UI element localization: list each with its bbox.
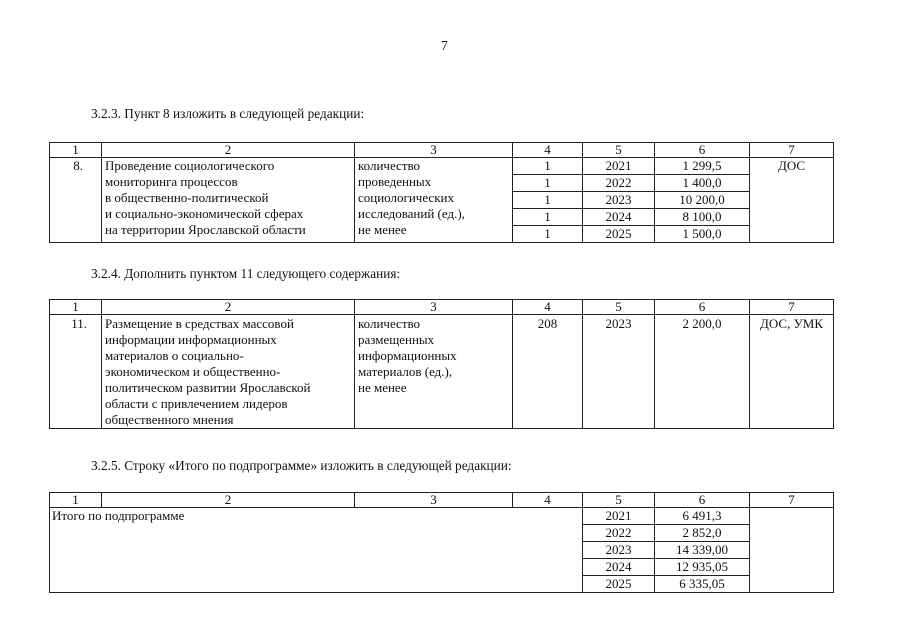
header-cell: 2: [102, 493, 355, 508]
indicator-line: количество: [358, 316, 421, 331]
header-cell: 1: [50, 300, 102, 315]
measure-name-line: на территории Ярославской области: [105, 222, 306, 237]
header-cell: 4: [513, 300, 583, 315]
amount-cell: 6 335,05: [655, 576, 750, 593]
indicator: [355, 158, 513, 243]
section-3-2-3-heading: 3.2.3. Пункт 8 изложить в следующей редакции:: [91, 106, 365, 121]
header-cell: 7: [750, 143, 834, 158]
measure-name-line: мониторинга процессов: [105, 174, 238, 189]
measure-name-line: в общественно-политической: [105, 190, 269, 205]
header-cell: 7: [750, 300, 834, 315]
year-cell: 2022: [583, 525, 655, 542]
amount-cell: 8 100,0: [655, 209, 750, 226]
executor: ДОС: [750, 158, 834, 243]
indicator-line: количество: [358, 158, 421, 173]
amount-cell: 6 491,3: [655, 508, 750, 525]
target-value: 1: [513, 175, 583, 192]
target-value: 1: [513, 192, 583, 209]
executor: ДОС, УМК: [750, 315, 834, 429]
row-number: 8.: [50, 158, 102, 243]
section-3-2-4-heading: 3.2.4. Дополнить пунктом 11 следующего содержания:: [91, 266, 401, 281]
indicator-line: проведенных: [358, 174, 432, 189]
measure-name-line: экономическом и общественно-: [105, 364, 281, 379]
indicator-line: информационных: [358, 348, 457, 363]
measure-name-line: и социально-экономической сферах: [105, 206, 304, 221]
table-row: [50, 508, 834, 525]
measure-name-line: области с привлечением лидеров: [105, 396, 288, 411]
measure-name: [102, 315, 355, 429]
table-header-row: [50, 300, 834, 315]
indicator: [355, 315, 513, 429]
indicator-line: размещенных: [358, 332, 435, 347]
table-item-8: [49, 142, 834, 243]
measure-name-line: общественного мнения: [105, 412, 234, 427]
amount-cell: 10 200,0: [655, 192, 750, 209]
header-cell: 5: [583, 493, 655, 508]
table-row: [50, 315, 834, 429]
header-cell: 1: [50, 493, 102, 508]
amount-cell: 1 299,5: [655, 158, 750, 175]
indicator-line: социологических: [358, 190, 454, 205]
header-cell: 5: [583, 300, 655, 315]
amount-cell: 2 200,0: [655, 315, 750, 429]
measure-name-line: политическом развитии Ярославской: [105, 380, 311, 395]
amount-cell: 2 852,0: [655, 525, 750, 542]
indicator-line: исследований (ед.),: [358, 206, 465, 221]
year-cell: 2023: [583, 315, 655, 429]
year-cell: 2025: [583, 226, 655, 243]
executor: [750, 508, 834, 593]
table-header-row: [50, 143, 834, 158]
year-cell: 2024: [583, 209, 655, 226]
target-value: 1: [513, 158, 583, 175]
header-cell: 7: [750, 493, 834, 508]
section-3-2-5-heading: 3.2.5. Строку «Итого по подпрограмме» изложить в следующей редакции:: [91, 458, 512, 473]
measure-name-line: материалов о социально-: [105, 348, 244, 363]
indicator-line: не менее: [358, 222, 407, 237]
amount-cell: 1 500,0: [655, 226, 750, 243]
table-subtotal: [49, 492, 834, 593]
table-row: [50, 158, 834, 175]
header-cell: 1: [50, 143, 102, 158]
indicator-line: материалов (ед.),: [358, 364, 453, 379]
year-cell: 2024: [583, 559, 655, 576]
header-cell: 6: [655, 493, 750, 508]
header-cell: 2: [102, 300, 355, 315]
table-item-11: [49, 299, 834, 429]
year-cell: 2021: [583, 158, 655, 175]
subtotal-label: Итого по подпрограмме: [50, 508, 583, 593]
amount-cell: 12 935,05: [655, 559, 750, 576]
measure-name-line: Проведение социологического: [105, 158, 275, 173]
indicator-line: не менее: [358, 380, 407, 395]
measure-name: [102, 158, 355, 243]
table-header-row: [50, 493, 834, 508]
header-cell: 3: [355, 493, 513, 508]
header-cell: 6: [655, 143, 750, 158]
header-cell: 2: [102, 143, 355, 158]
year-cell: 2022: [583, 175, 655, 192]
target-value: 1: [513, 209, 583, 226]
header-cell: 4: [513, 493, 583, 508]
target-value: 1: [513, 226, 583, 243]
header-cell: 3: [355, 300, 513, 315]
measure-name-line: информации информационных: [105, 332, 277, 347]
amount-cell: 14 339,00: [655, 542, 750, 559]
header-cell: 5: [583, 143, 655, 158]
header-cell: 3: [355, 143, 513, 158]
measure-name-line: Размещение в средствах массовой: [105, 316, 294, 331]
target-value: 208: [513, 315, 583, 429]
year-cell: 2021: [583, 508, 655, 525]
year-cell: 2023: [583, 542, 655, 559]
year-cell: 2025: [583, 576, 655, 593]
header-cell: 6: [655, 300, 750, 315]
row-number: 11.: [50, 315, 102, 429]
amount-cell: 1 400,0: [655, 175, 750, 192]
page-number: 7: [441, 38, 448, 53]
header-cell: 4: [513, 143, 583, 158]
year-cell: 2023: [583, 192, 655, 209]
